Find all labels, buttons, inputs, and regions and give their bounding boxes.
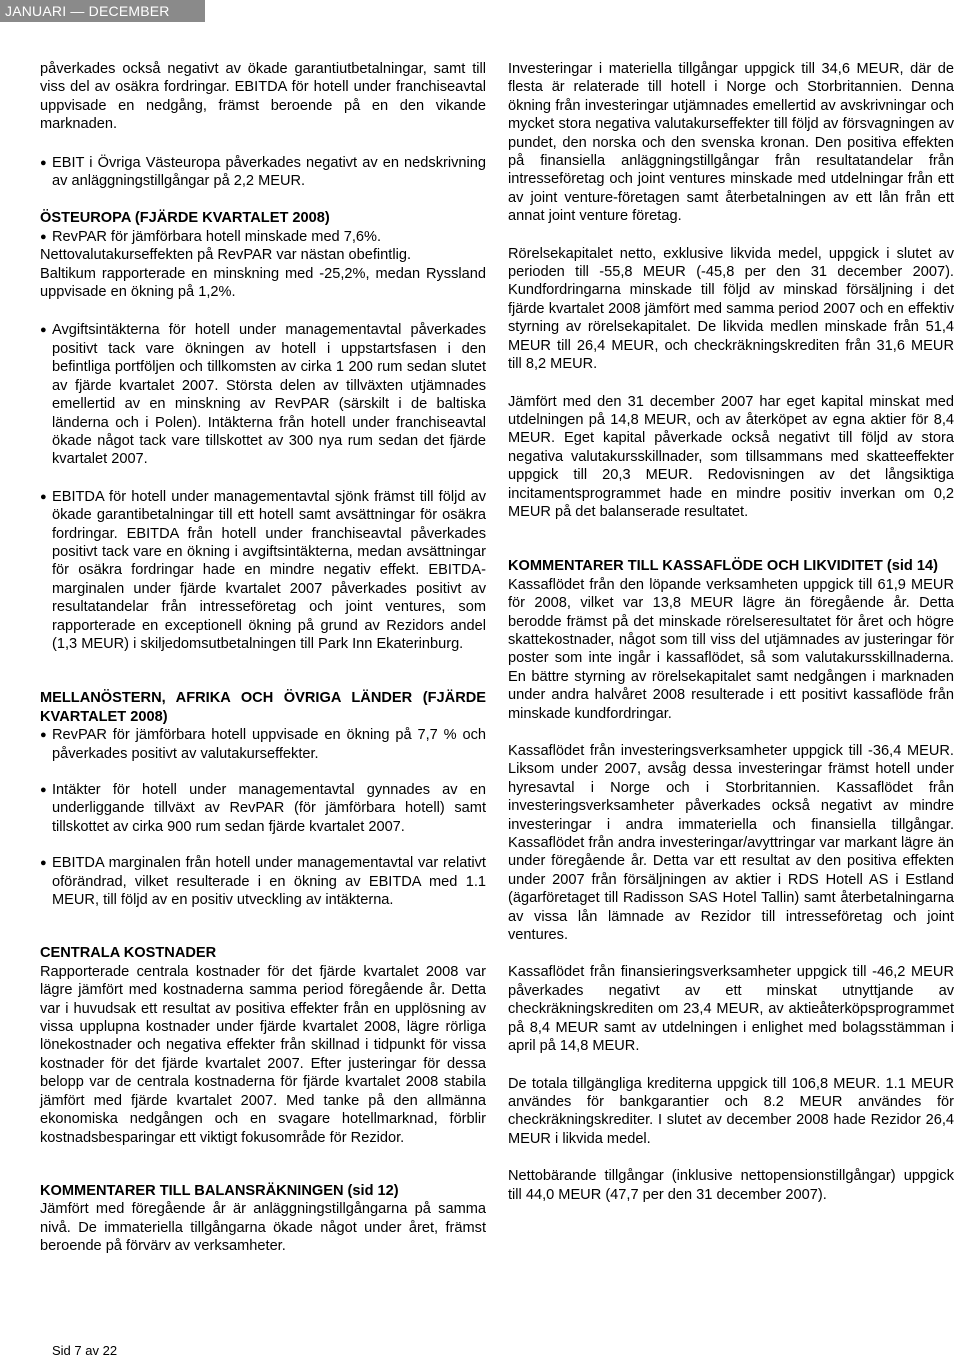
bullet-osteuropa-revpar: [40, 228, 486, 246]
bullet-text: RevPAR för jämförbara hotell minskade med 7,6%.: [52, 228, 382, 245]
paragraph-rorelsekapital: Rörelsekapitalet netto, exklusive likvida medel, uppgick i slutet av perioden till -55,8 MEUR (-45,8 per den 31 december 2007). Kundfordringarna minskade till följd av minskad försäljning i det fjärde kvartalet 2008 jämfört med samma period 2007 och en effektiv styrning av rörelsekapitalet. De likvida medlen minskade från 51,4 MEUR till 26,4 MEUR, och checkräkningskrediten från 31,6 MEUR till 8,2 MEUR.: [508, 245, 954, 373]
page-number: Sid 7 av 22: [52, 1343, 118, 1358]
bullet-mellanostern-ebitda: [40, 854, 486, 909]
bullet-ebitda-management: [40, 488, 486, 654]
bullet-text: EBIT i Övriga Västeuropa påverkades negativt av en nedskrivning av anläggningstillgångar på 2,2 MEUR.: [52, 154, 486, 190]
paragraph-kassaflode-investering: Kassaflödet från investeringsverksamheter uppgick till -36,4 MEUR. Liksom under 2007, avsåg dessa investeringar främst hotell under hyresavtal i Norge och i Storbritannien. Kassaflödet från investeringsverksamheter påverkades också negativt av mindre investeringar i andra immateriella och finansiella tillgångar. Kassaflödet från andra investeringar/avyttringar var markant lägre än under föregående år. Detta var ett resultat av den positiva effekten under 2007 från försäljningen av aktier i RDS Hotell AS i Estland (ägarföretaget till Radisson SAS Hotel Tallin) samt återbetalningarna av vissa lån lämnade av Rezidor till intresseföretag och joint ventures.: [508, 743, 954, 944]
bullet-text: EBITDA marginalen från hotell under managementavtal var relativt oförändrad, vilket resulterade i en ökning av EBITDA med 1.1 MEUR, till följd av en positiv utveckling av intäkterna.: [52, 855, 486, 909]
bullet-avgiftsintakter: [40, 321, 486, 468]
bullet-text: Intäkter för hotell under managementavtal gynnades av en underliggande tillväxt av RevPAR (för jämförbara hotell) samt tillskottet av cirka 900 rum sedan fjärde kvartalet 2007.: [52, 782, 486, 835]
bullet-icon: ●: [40, 230, 47, 243]
paragraph-krediter: De totala tillgängliga krediterna uppgick till 106,8 MEUR. 1.1 MEUR användes för bankgarantier och 8.2 MEUR användes för checkräkningskrediter. I slutet av december 2008 hade Rezidor 26,4 MEUR i likvida medel.: [508, 1075, 954, 1147]
bullet-mellanostern-revpar: [40, 726, 486, 763]
paragraph-investeringar: Investeringar i materiella tillgångar uppgick till 34,6 MEUR, där de flesta är relaterade till hotell i Norge och Storbritannien. Denna ökning från investeringar utjämnades emellertid av avskrivningar och mycket stora negativa valutakurseffekter till följd av försvagningen av pundet, den norska och den svenska kronan. Den positiva effekten på finansiella anläggningstillgångar från resultatandelar från intresseföretag och joint ventures minskade med utdelningar från ett av joint venture-företagen samt återbetalningen av ett lån från ett annat joint venture företag.: [508, 61, 954, 225]
bullet-text: Avgiftsintäkterna för hotell under managementavtal påverkades positivt tack vare ökningen av hotell i uppstartsfasen i den befintliga portföljen och tillkomsten av cirka 1 200 rum sedan slutet av fjärde kvartalet 2007. Största delen av tillväxten utjämnades emellertid av en minskning av RevPAR (särskilt i de baltiska länderna och i Polen). Intäkterna från hotell under franchiseavtal ökade något tack vare tillskottet av 300 nya rum sedan det fjärde kvartalet 2007.: [52, 322, 486, 468]
bullet-icon: ●: [40, 490, 47, 503]
bullet-text: EBITDA för hotell under managementavtal sjönk främst till följd av ökade garantibetalningar till ett hotell samt avsättningar för osäkra fordringar. EBITDA från hotell under franchiseavtal påverkades positivt tack vare en ökning i avgiftsintäkterna, medan avsättningar för osäkra fordringar hade en mindre negativ effekt. EBITDA-marginalen under fjärde kvartalet 2007 påverkades positivt av resultatandelar från intresseföretag och joint ventures, som rapporterade en exceptionell ökning på grund av Rezidors andel (1,3 MEUR) i skiljedomsutbetalningen till Park Inn Ekaterinburg.: [52, 488, 486, 652]
bullet-icon: ●: [40, 156, 47, 169]
heading-balansrakningen: KOMMENTARER TILL BALANSRÄKNINGEN (sid 12): [40, 1182, 399, 1199]
bullet-icon: ●: [40, 857, 47, 870]
heading-centrala-kostnader: CENTRALA KOSTNADER: [40, 945, 217, 962]
paragraph-eget-kapital: Jämfört med den 31 december 2007 har eget kapital minskat med utdelningen på 14,8 MEUR, och av återköpet av egna aktier för 8,4 MEUR. Eget kapital påverkade också negativt till följd av stora negativa valutakursskillnader, som tillsammans med skatteeffekter uppgick till 20,3 MEUR. Redovisningen av det långsiktiga incitamentsprogrammet hade en mindre positiv inverkan om 0,2 MEUR på det balanserade resultatet.: [508, 393, 954, 520]
paragraph-baltikum: Baltikum rapporterade en minskning med -25,2%, medan Ryssland uppvisade en ökning på 1,2%.: [40, 265, 486, 301]
document-header-period: JANUARI — DECEMBER 2008: [0, 0, 205, 22]
heading-mellanostern: MELLANÖSTERN, AFRIKA OCH ÖVRIGA LÄNDER (FJÄRDE KVARTALET 2008): [40, 690, 486, 725]
heading-osteuropa: ÖSTEUROPA (FJÄRDE KVARTALET 2008): [40, 210, 330, 227]
bullet-icon: ●: [40, 324, 47, 337]
bullet-icon: ●: [40, 729, 47, 742]
paragraph-intro: påverkades också negativt av ökade garantiutbetalningar, samt till viss del av osäkra fordringar. EBITDA för hotell under franchiseavtal uppvisade en nedgång, främst beroende på en den vikande marknaden.: [40, 61, 486, 133]
paragraph-kassaflode-finansiering: Kassaflödet från finansieringsverksamheter uppgick till -46,2 MEUR påverkades negativt av ett minskat utnyttjande av checkräkningskrediten om 23,4 MEUR, av aktieåterköpsprogrammet på 8,4 MEUR samt av utdelningen i enlighet med bolagsstämman i april på 14,8 MEUR.: [508, 964, 954, 1055]
bullet-icon: ●: [40, 784, 47, 796]
paragraph-balansrakningen: Jämfört med föregående år är anläggningstillgångarna på samma nivå. De immateriella tillgångarna ökade något under året, främst beroende på förvärv av verksamheter.: [40, 1201, 486, 1255]
paragraph-centrala-kostnader: Rapporterade centrala kostnader för det fjärde kvartalet 2008 var lägre jämfört med kostnaderna samma period föregående år. Detta var i huvudsak ett resultat av positiva effekter från en upplösning av vissa upplupna kostnader under fjärde kvartalet 2008, lägre rörliga lönekostnader och negativa effekter från skillnad i tidpunkt för vissa kostnader för det fjärde kvartalet 2007. Efter justeringar för dessa belopp var de centrala kostnaderna för fjärde kvartalet 2008 stabila jämfört med fjärde kvartalet 2007. Med tanke på den allmänna ekonomiska nedgången och en svagare hotellmarknad, förblir kostnadsbesparingar ett viktigt fokusområde för Rezidor.: [40, 963, 486, 1146]
paragraph-valutaeffekt: Nettovalutakurseffekten på RevPAR var nästan obefintlig.: [40, 247, 411, 264]
bullet-ebit-vasteuropa: [40, 154, 486, 191]
paragraph-kassaflode-lopande: Kassaflödet från den löpande verksamheten uppgick till 61,9 MEUR för 2008, vilket var 13,8 MEUR lägre än föregående år. Detta berodde främst på det minskade rörelseresultatet för året och högre skattekostnader, något som till viss del utjämnades av justeringar för poster som inte ingår i kassaflödet, så som valutakursskillnaderna. En bättre styrning av rörelsekapitalet samt nedgången i marknaden under andra halvåret 2008 resulterade i ett positivt kassaflöde från minskade kundfordringar.: [508, 576, 954, 722]
heading-kassaflode: KOMMENTARER TILL KASSAFLÖDE OCH LIKVIDITET (sid 14): [508, 558, 938, 575]
paragraph-nettobarande: Nettobärande tillgångar (inklusive nettopensionstillgångar) uppgick till 44,0 MEUR (47,7 per den 31 december 2007).: [508, 1168, 954, 1203]
left-column: [40, 60, 486, 1256]
bullet-mellanostern-intakter: [40, 781, 486, 836]
right-column: [508, 60, 954, 1204]
bullet-text: RevPAR för jämförbara hotell uppvisade en ökning på 7,7 % och påverkades positivt av valutakurseffekter.: [52, 727, 486, 762]
